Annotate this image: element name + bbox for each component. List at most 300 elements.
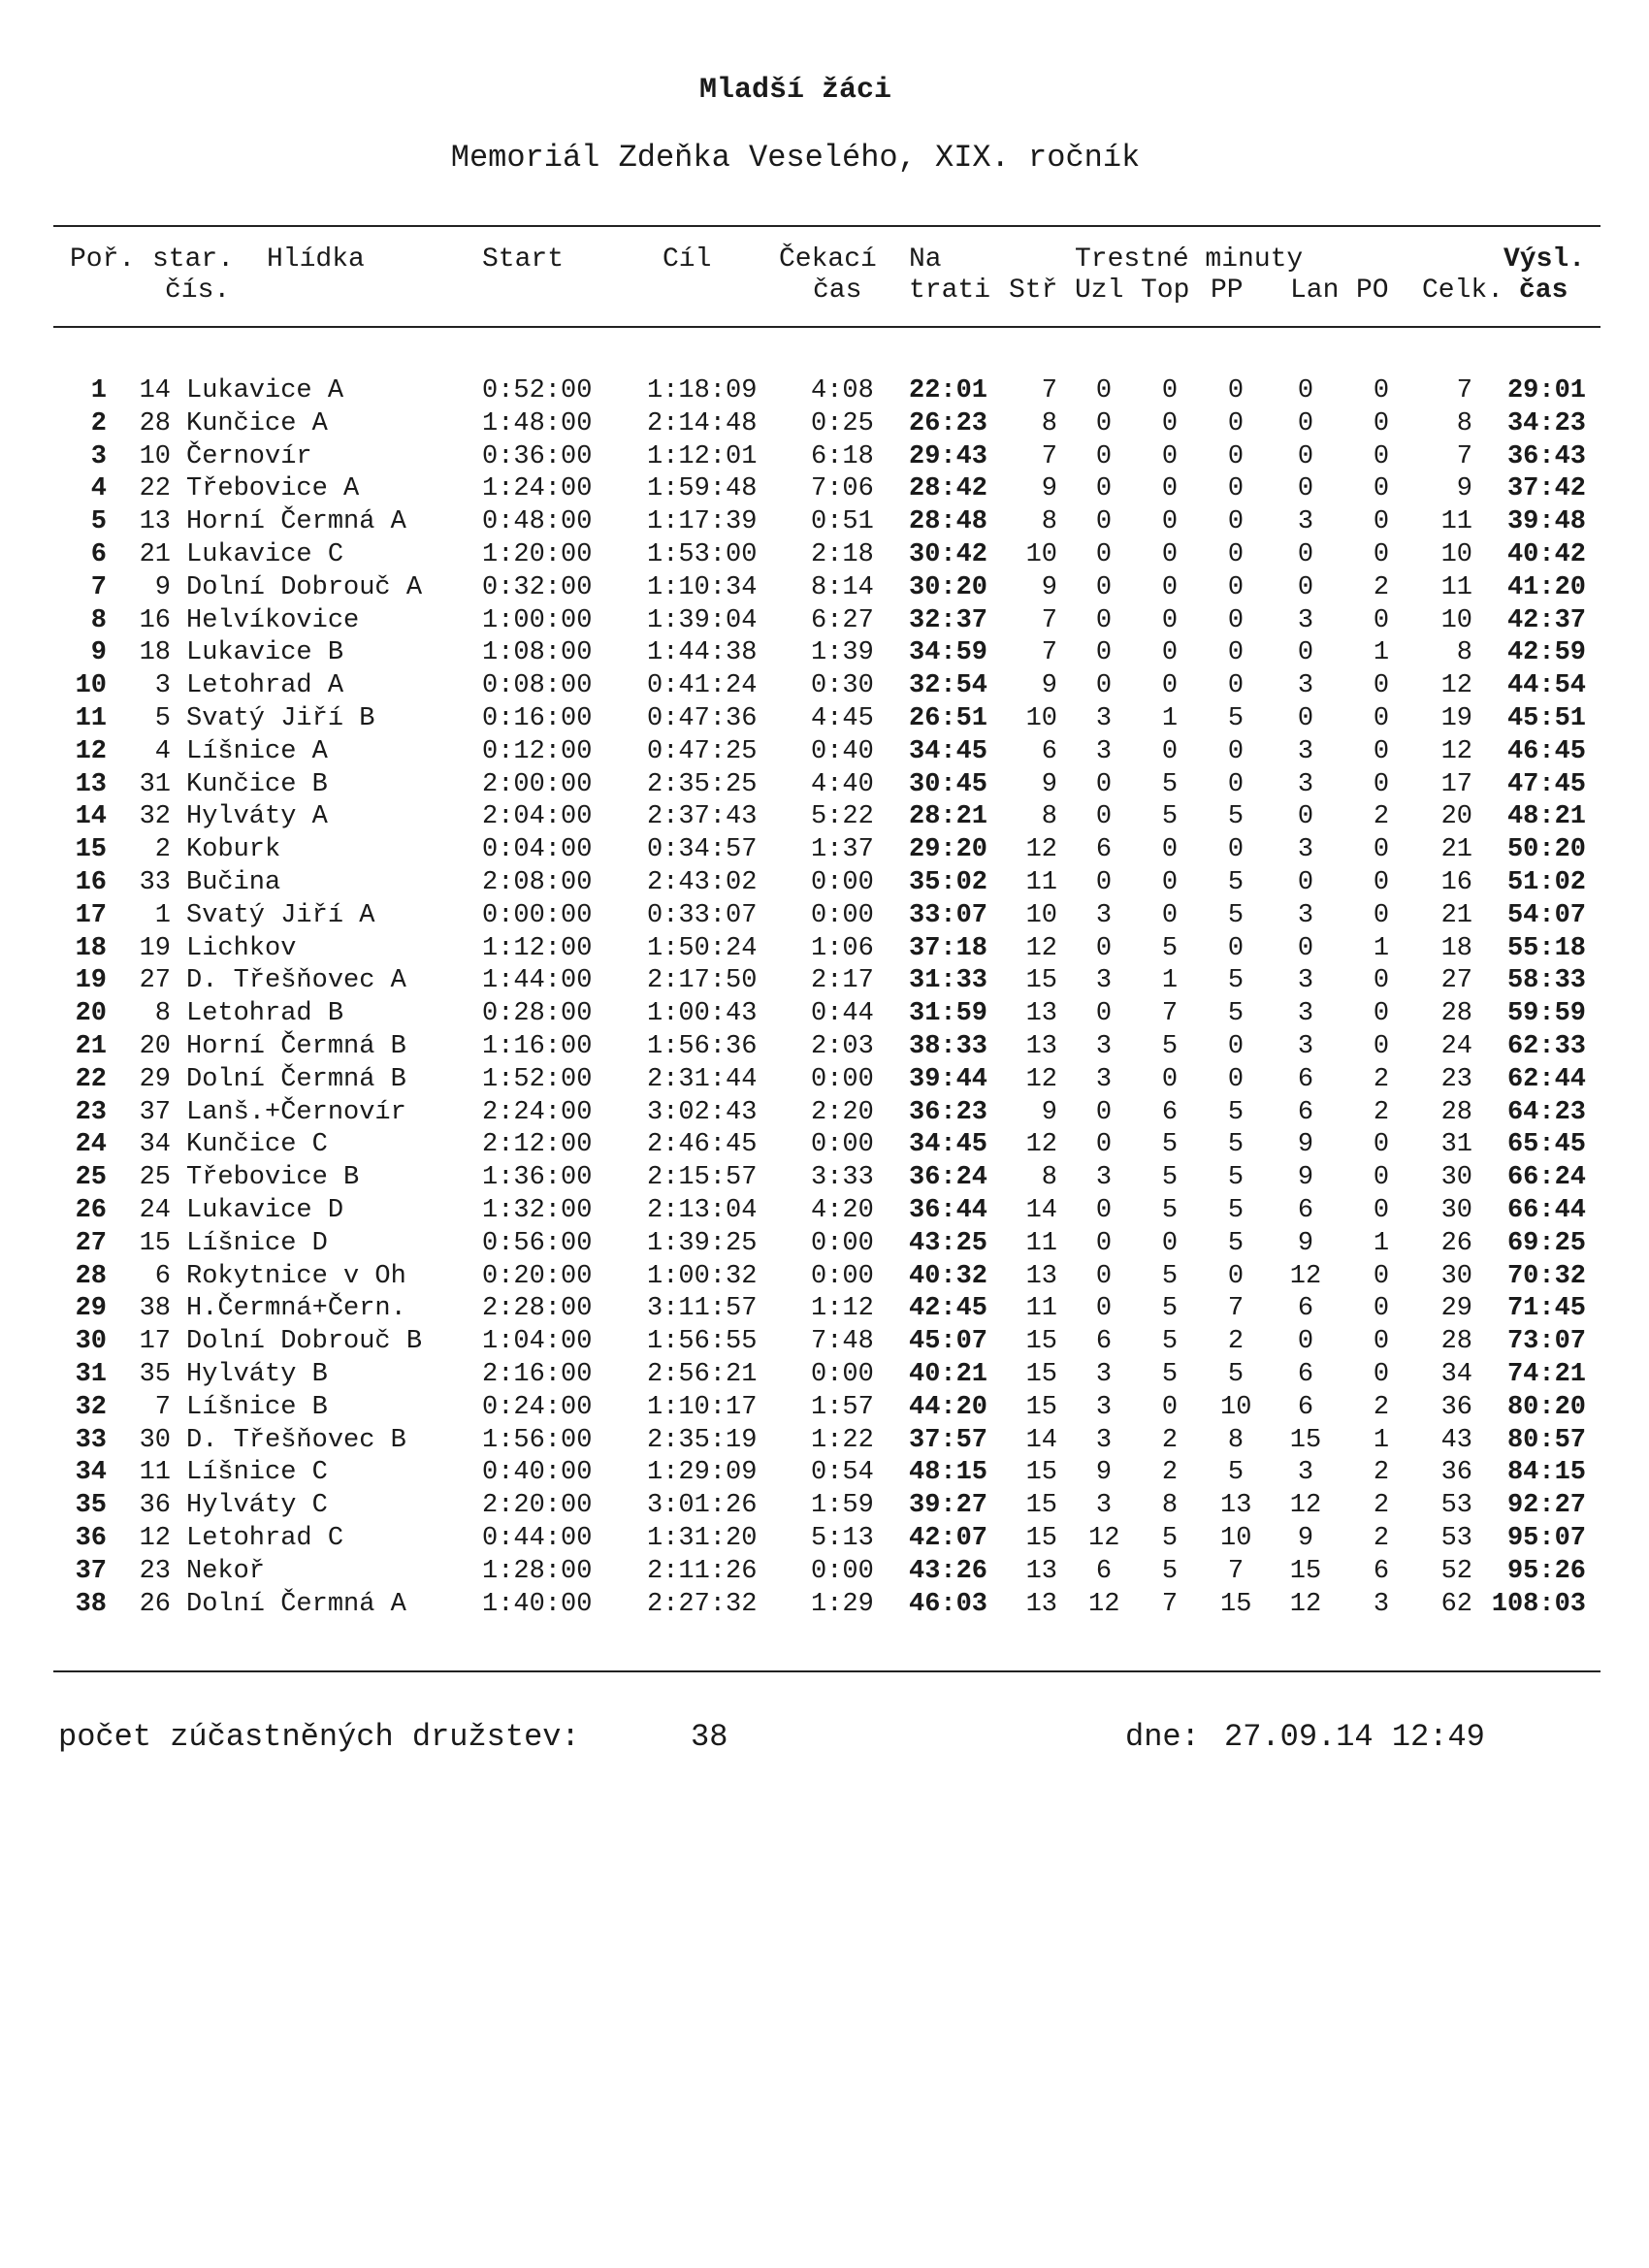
rank-cell: 38 — [75, 1589, 107, 1619]
po-cell: 0 — [1373, 868, 1390, 897]
uzl-cell: 3 — [1095, 900, 1113, 930]
rank-cell: 19 — [75, 966, 107, 996]
str-cell: 10 — [1025, 540, 1057, 569]
uzl-cell: 0 — [1095, 408, 1113, 438]
pp-cell: 0 — [1227, 1064, 1245, 1094]
rank-cell: 23 — [75, 1097, 107, 1127]
top-cell: 8 — [1161, 1491, 1179, 1521]
top-cell: 0 — [1161, 1392, 1179, 1422]
team-number-cell: 33 — [139, 868, 171, 897]
result-time-cell: 108:03 — [1491, 1589, 1586, 1619]
rank-cell: 37 — [75, 1556, 107, 1586]
po-cell: 0 — [1373, 769, 1390, 799]
po-cell: 0 — [1373, 1294, 1390, 1324]
team-name-cell: Bučina — [186, 868, 281, 897]
start-cell: 1:40:00 — [482, 1589, 593, 1619]
team-number-cell: 31 — [139, 769, 171, 799]
course-time-cell: 26:51 — [909, 704, 988, 733]
wait-cell: 8:14 — [811, 572, 874, 602]
total-cell: 31 — [1440, 1130, 1472, 1160]
finish-cell: 3:11:57 — [647, 1294, 758, 1324]
team-count-label: počet zúčastněných družstev: — [58, 1719, 580, 1755]
course-time-cell: 28:42 — [909, 474, 988, 504]
lan-cell: 6 — [1297, 1196, 1314, 1225]
wait-cell: 6:18 — [811, 441, 874, 471]
str-cell: 12 — [1025, 933, 1057, 963]
lan-cell: 0 — [1297, 802, 1314, 832]
pp-cell: 0 — [1227, 736, 1245, 766]
course-time-cell: 38:33 — [909, 1032, 988, 1061]
start-cell: 0:04:00 — [482, 835, 593, 865]
course-time-cell: 31:59 — [909, 999, 988, 1029]
uzl-cell: 0 — [1095, 1228, 1113, 1258]
team-name-cell: Hylváty C — [186, 1491, 328, 1521]
top-cell: 5 — [1161, 1196, 1179, 1225]
header-trestne: Trestné minuty — [1075, 244, 1304, 275]
team-number-cell: 6 — [154, 1261, 171, 1291]
start-cell: 0:28:00 — [482, 999, 593, 1029]
top-cell: 5 — [1161, 933, 1179, 963]
str-cell: 7 — [1041, 605, 1057, 635]
pp-cell: 5 — [1227, 1228, 1245, 1258]
team-number-cell: 7 — [154, 1392, 171, 1422]
page-title: Mladší žáci — [698, 74, 892, 107]
course-time-cell: 30:42 — [909, 540, 988, 569]
start-cell: 2:12:00 — [482, 1130, 593, 1160]
total-cell: 11 — [1440, 572, 1472, 602]
start-cell: 0:40:00 — [482, 1458, 593, 1488]
wait-cell: 1:12 — [811, 1294, 874, 1324]
result-time-cell: 29:01 — [1506, 376, 1586, 405]
course-time-cell: 40:32 — [909, 1261, 988, 1291]
lan-cell: 9 — [1297, 1228, 1314, 1258]
rank-cell: 27 — [75, 1228, 107, 1258]
team-number-cell: 1 — [154, 900, 171, 930]
result-time-cell: 36:43 — [1506, 441, 1586, 471]
str-cell: 15 — [1025, 1524, 1057, 1553]
team-number-cell: 15 — [139, 1228, 171, 1258]
rank-cell: 10 — [75, 671, 107, 701]
header-start: Start — [482, 244, 565, 275]
team-number-cell: 8 — [154, 999, 171, 1029]
lan-cell: 0 — [1297, 704, 1314, 733]
total-cell: 21 — [1440, 835, 1472, 865]
finish-cell: 2:56:21 — [647, 1360, 758, 1389]
pp-cell: 10 — [1220, 1524, 1252, 1553]
pp-cell: 0 — [1227, 769, 1245, 799]
wait-cell: 2:17 — [811, 966, 874, 996]
lan-cell: 6 — [1297, 1097, 1314, 1127]
pp-cell: 15 — [1220, 1589, 1252, 1619]
team-name-cell: D. Třešňovec B — [186, 1425, 406, 1455]
wait-cell: 4:20 — [811, 1196, 874, 1225]
wait-cell: 4:45 — [811, 704, 874, 733]
finish-cell: 3:02:43 — [647, 1097, 758, 1127]
uzl-cell: 12 — [1088, 1524, 1120, 1553]
total-cell: 12 — [1440, 671, 1472, 701]
wait-cell: 7:48 — [811, 1327, 874, 1357]
finish-cell: 1:31:20 — [647, 1524, 758, 1553]
team-name-cell: Lukavice B — [186, 638, 344, 668]
top-cell: 1 — [1161, 966, 1179, 996]
start-cell: 1:08:00 — [482, 638, 593, 668]
top-cell: 0 — [1161, 408, 1179, 438]
lan-cell: 15 — [1289, 1425, 1322, 1455]
uzl-cell: 0 — [1095, 1097, 1113, 1127]
finish-cell: 1:59:48 — [647, 474, 758, 504]
start-cell: 1:00:00 — [482, 605, 593, 635]
str-cell: 8 — [1041, 1163, 1057, 1193]
team-name-cell: Kunčice A — [186, 408, 328, 438]
team-name-cell: Třebovice B — [186, 1163, 360, 1193]
start-cell: 1:04:00 — [482, 1327, 593, 1357]
finish-cell: 2:43:02 — [647, 868, 758, 897]
total-cell: 20 — [1440, 802, 1472, 832]
po-cell: 1 — [1373, 1425, 1390, 1455]
finish-cell: 1:18:09 — [647, 376, 758, 405]
po-cell: 0 — [1373, 966, 1390, 996]
str-cell: 10 — [1025, 900, 1057, 930]
pp-cell: 0 — [1227, 835, 1245, 865]
rank-cell: 6 — [90, 540, 107, 569]
start-cell: 1:56:00 — [482, 1425, 593, 1455]
total-cell: 29 — [1440, 1294, 1472, 1324]
wait-cell: 0:00 — [811, 1360, 874, 1389]
start-cell: 2:08:00 — [482, 868, 593, 897]
team-number-cell: 38 — [139, 1294, 171, 1324]
uzl-cell: 0 — [1095, 540, 1113, 569]
top-cell: 5 — [1161, 1261, 1179, 1291]
str-cell: 7 — [1041, 376, 1057, 405]
lan-cell: 3 — [1297, 605, 1314, 635]
po-cell: 1 — [1373, 933, 1390, 963]
str-cell: 14 — [1025, 1196, 1057, 1225]
header-pp: PP — [1211, 275, 1244, 306]
header-lan: Lan — [1290, 275, 1340, 306]
header-vysl: Výsl. — [1504, 244, 1586, 275]
pp-cell: 5 — [1227, 868, 1245, 897]
top-cell: 7 — [1161, 1589, 1179, 1619]
team-number-cell: 14 — [139, 376, 171, 405]
finish-cell: 1:53:00 — [647, 540, 758, 569]
team-name-cell: Letohrad B — [186, 999, 344, 1029]
total-cell: 11 — [1440, 507, 1472, 537]
course-time-cell: 34:45 — [909, 736, 988, 766]
course-time-cell: 33:07 — [909, 900, 988, 930]
finish-cell: 2:11:26 — [647, 1556, 758, 1586]
course-time-cell: 32:37 — [909, 605, 988, 635]
result-time-cell: 44:54 — [1506, 671, 1586, 701]
str-cell: 8 — [1041, 802, 1057, 832]
header-uzl: Uzl — [1075, 275, 1124, 306]
team-name-cell: Horní Čermná A — [186, 507, 406, 537]
course-time-cell: 32:54 — [909, 671, 988, 701]
header-star: star. — [152, 244, 235, 275]
uzl-cell: 0 — [1095, 933, 1113, 963]
team-number-cell: 11 — [139, 1458, 171, 1488]
finish-cell: 1:39:04 — [647, 605, 758, 635]
header-str: Stř — [1009, 275, 1058, 306]
pp-cell: 7 — [1227, 1294, 1245, 1324]
uzl-cell: 3 — [1095, 1360, 1113, 1389]
pp-cell: 5 — [1227, 1458, 1245, 1488]
finish-cell: 0:34:57 — [647, 835, 758, 865]
uzl-cell: 3 — [1095, 736, 1113, 766]
rank-cell: 3 — [90, 441, 107, 471]
uzl-cell: 3 — [1095, 704, 1113, 733]
header-celk: Celk. — [1422, 275, 1504, 306]
result-time-cell: 51:02 — [1506, 868, 1586, 897]
team-number-cell: 30 — [139, 1425, 171, 1455]
result-time-cell: 48:21 — [1506, 802, 1586, 832]
uzl-cell: 3 — [1095, 1491, 1113, 1521]
po-cell: 0 — [1373, 1196, 1390, 1225]
wait-cell: 6:27 — [811, 605, 874, 635]
po-cell: 1 — [1373, 638, 1390, 668]
header-bottom-rule — [53, 326, 1600, 328]
str-cell: 12 — [1025, 835, 1057, 865]
finish-cell: 0:41:24 — [647, 671, 758, 701]
pp-cell: 5 — [1227, 999, 1245, 1029]
str-cell: 13 — [1025, 1556, 1057, 1586]
top-cell: 0 — [1161, 638, 1179, 668]
lan-cell: 3 — [1297, 769, 1314, 799]
course-time-cell: 22:01 — [909, 376, 988, 405]
header-cil: Cíl — [663, 244, 712, 275]
wait-cell: 0:00 — [811, 1228, 874, 1258]
team-name-cell: Koburk — [186, 835, 281, 865]
team-number-cell: 3 — [154, 671, 171, 701]
start-cell: 0:00:00 — [482, 900, 593, 930]
lan-cell: 9 — [1297, 1524, 1314, 1553]
top-cell: 0 — [1161, 835, 1179, 865]
course-time-cell: 29:20 — [909, 835, 988, 865]
start-cell: 0:16:00 — [482, 704, 593, 733]
team-name-cell: Dolní Čermná A — [186, 1589, 406, 1619]
pp-cell: 0 — [1227, 507, 1245, 537]
team-number-cell: 20 — [139, 1032, 171, 1061]
po-cell: 2 — [1373, 1524, 1390, 1553]
finish-cell: 1:10:17 — [647, 1392, 758, 1422]
course-time-cell: 34:45 — [909, 1130, 988, 1160]
team-number-cell: 26 — [139, 1589, 171, 1619]
uzl-cell: 12 — [1088, 1589, 1120, 1619]
team-name-cell: Rokytnice v Oh — [186, 1261, 406, 1291]
total-cell: 30 — [1440, 1163, 1472, 1193]
rank-cell: 29 — [75, 1294, 107, 1324]
lan-cell: 0 — [1297, 474, 1314, 504]
pp-cell: 5 — [1227, 1097, 1245, 1127]
wait-cell: 0:00 — [811, 868, 874, 897]
po-cell: 0 — [1373, 540, 1390, 569]
wait-cell: 0:00 — [811, 1064, 874, 1094]
uzl-cell: 0 — [1095, 572, 1113, 602]
lan-cell: 6 — [1297, 1064, 1314, 1094]
rank-cell: 22 — [75, 1064, 107, 1094]
team-name-cell: Hylváty A — [186, 802, 328, 832]
total-cell: 8 — [1456, 408, 1472, 438]
lan-cell: 0 — [1297, 408, 1314, 438]
uzl-cell: 0 — [1095, 999, 1113, 1029]
team-name-cell: Třebovice A — [186, 474, 360, 504]
pp-cell: 5 — [1227, 1163, 1245, 1193]
top-cell: 1 — [1161, 704, 1179, 733]
course-time-cell: 36:23 — [909, 1097, 988, 1127]
team-name-cell: Kunčice B — [186, 769, 328, 799]
pp-cell: 5 — [1227, 1360, 1245, 1389]
top-cell: 0 — [1161, 474, 1179, 504]
str-cell: 8 — [1041, 408, 1057, 438]
rank-cell: 21 — [75, 1032, 107, 1061]
result-time-cell: 34:23 — [1506, 408, 1586, 438]
lan-cell: 12 — [1289, 1491, 1322, 1521]
result-time-cell: 65:45 — [1506, 1130, 1586, 1160]
rank-cell: 13 — [75, 769, 107, 799]
team-number-cell: 9 — [154, 572, 171, 602]
result-time-cell: 41:20 — [1506, 572, 1586, 602]
str-cell: 15 — [1025, 1458, 1057, 1488]
pp-cell: 0 — [1227, 572, 1245, 602]
total-cell: 7 — [1456, 441, 1472, 471]
total-cell: 28 — [1440, 1327, 1472, 1357]
wait-cell: 5:13 — [811, 1524, 874, 1553]
pp-cell: 0 — [1227, 1032, 1245, 1061]
finish-cell: 2:15:57 — [647, 1163, 758, 1193]
po-cell: 2 — [1373, 1491, 1390, 1521]
top-cell: 5 — [1161, 1524, 1179, 1553]
wait-cell: 1:39 — [811, 638, 874, 668]
course-time-cell: 26:23 — [909, 408, 988, 438]
team-number-cell: 29 — [139, 1064, 171, 1094]
start-cell: 0:48:00 — [482, 507, 593, 537]
uzl-cell: 3 — [1095, 1163, 1113, 1193]
team-name-cell: Letohrad C — [186, 1524, 344, 1553]
pp-cell: 2 — [1227, 1327, 1245, 1357]
header-na: Na — [909, 244, 942, 275]
start-cell: 0:36:00 — [482, 441, 593, 471]
finish-cell: 1:17:39 — [647, 507, 758, 537]
header-cekaci: Čekací — [779, 244, 877, 275]
finish-cell: 0:33:07 — [647, 900, 758, 930]
wait-cell: 1:59 — [811, 1491, 874, 1521]
pp-cell: 0 — [1227, 474, 1245, 504]
finish-cell: 2:35:19 — [647, 1425, 758, 1455]
wait-cell: 1:22 — [811, 1425, 874, 1455]
lan-cell: 0 — [1297, 933, 1314, 963]
finish-cell: 1:12:01 — [647, 441, 758, 471]
course-time-cell: 46:03 — [909, 1589, 988, 1619]
finish-cell: 2:31:44 — [647, 1064, 758, 1094]
total-cell: 30 — [1440, 1196, 1472, 1225]
finish-cell: 2:27:32 — [647, 1589, 758, 1619]
str-cell: 7 — [1041, 638, 1057, 668]
lan-cell: 0 — [1297, 376, 1314, 405]
uzl-cell: 9 — [1095, 1458, 1113, 1488]
result-time-cell: 95:07 — [1506, 1524, 1586, 1553]
str-cell: 11 — [1025, 1228, 1057, 1258]
team-name-cell: Letohrad A — [186, 671, 344, 701]
pp-cell: 5 — [1227, 966, 1245, 996]
total-cell: 52 — [1440, 1556, 1472, 1586]
result-time-cell: 84:15 — [1506, 1458, 1586, 1488]
wait-cell: 1:57 — [811, 1392, 874, 1422]
po-cell: 2 — [1373, 1097, 1390, 1127]
finish-cell: 2:46:45 — [647, 1130, 758, 1160]
rank-cell: 11 — [75, 704, 107, 733]
team-number-cell: 22 — [139, 474, 171, 504]
uzl-cell: 0 — [1095, 605, 1113, 635]
start-cell: 0:20:00 — [482, 1261, 593, 1291]
wait-cell: 5:22 — [811, 802, 874, 832]
header-po: PO — [1356, 275, 1389, 306]
course-time-cell: 34:59 — [909, 638, 988, 668]
lan-cell: 6 — [1297, 1360, 1314, 1389]
rank-cell: 24 — [75, 1130, 107, 1160]
course-time-cell: 37:57 — [909, 1425, 988, 1455]
team-number-cell: 25 — [139, 1163, 171, 1193]
course-time-cell: 31:33 — [909, 966, 988, 996]
top-cell: 0 — [1161, 736, 1179, 766]
top-cell: 5 — [1161, 1294, 1179, 1324]
start-cell: 1:52:00 — [482, 1064, 593, 1094]
result-time-cell: 42:37 — [1506, 605, 1586, 635]
lan-cell: 12 — [1289, 1589, 1322, 1619]
po-cell: 0 — [1373, 999, 1390, 1029]
team-name-cell: Helvíkovice — [186, 605, 360, 635]
course-time-cell: 45:07 — [909, 1327, 988, 1357]
wait-cell: 0:30 — [811, 671, 874, 701]
po-cell: 0 — [1373, 1327, 1390, 1357]
uzl-cell: 0 — [1095, 769, 1113, 799]
uzl-cell: 3 — [1095, 1064, 1113, 1094]
wait-cell: 1:29 — [811, 1589, 874, 1619]
lan-cell: 3 — [1297, 900, 1314, 930]
lan-cell: 6 — [1297, 1392, 1314, 1422]
rank-cell: 4 — [90, 474, 107, 504]
po-cell: 3 — [1373, 1589, 1390, 1619]
start-cell: 1:16:00 — [482, 1032, 593, 1061]
uzl-cell: 3 — [1095, 1425, 1113, 1455]
str-cell: 9 — [1041, 572, 1057, 602]
team-name-cell: Lukavice D — [186, 1196, 344, 1225]
uzl-cell: 0 — [1095, 868, 1113, 897]
po-cell: 1 — [1373, 1228, 1390, 1258]
start-cell: 1:12:00 — [482, 933, 593, 963]
wait-cell: 3:33 — [811, 1163, 874, 1193]
team-number-cell: 32 — [139, 802, 171, 832]
po-cell: 0 — [1373, 507, 1390, 537]
start-cell: 2:00:00 — [482, 769, 593, 799]
total-cell: 8 — [1456, 638, 1472, 668]
po-cell: 0 — [1373, 408, 1390, 438]
course-time-cell: 30:45 — [909, 769, 988, 799]
top-cell: 0 — [1161, 671, 1179, 701]
str-cell: 13 — [1025, 1261, 1057, 1291]
total-cell: 7 — [1456, 376, 1472, 405]
rank-cell: 30 — [75, 1327, 107, 1357]
pp-cell: 0 — [1227, 408, 1245, 438]
pp-cell: 0 — [1227, 441, 1245, 471]
result-time-cell: 42:59 — [1506, 638, 1586, 668]
result-time-cell: 40:42 — [1506, 540, 1586, 569]
str-cell: 9 — [1041, 1097, 1057, 1127]
finish-cell: 0:47:25 — [647, 736, 758, 766]
str-cell: 13 — [1025, 999, 1057, 1029]
top-cell: 6 — [1161, 1097, 1179, 1127]
rank-cell: 2 — [90, 408, 107, 438]
pp-cell: 0 — [1227, 638, 1245, 668]
header-top: Top — [1141, 275, 1190, 306]
